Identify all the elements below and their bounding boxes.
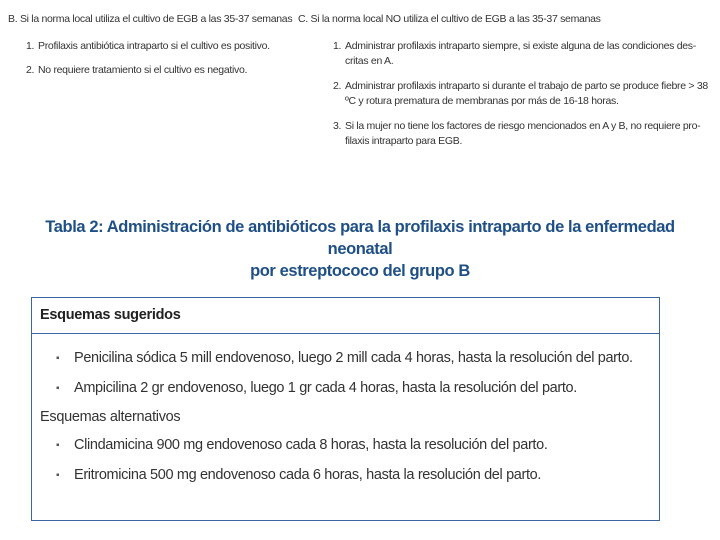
bullet-icon: ▪ [56,353,60,364]
item-text: Administrar profilaxis intraparto si durante el trabajo de parto se produce fiebre > 38 ºC y rotura prematura de membranas por más de 16-18 horas. [345,80,708,107]
item-number: 2. [333,80,342,92]
table-title [20,216,700,282]
section-b [8,12,298,87]
list-item [8,39,298,54]
table-header: Esquemas sugeridos [32,298,659,334]
section-b-list [8,39,298,78]
section-c [298,12,712,159]
item-number: 1. [333,40,342,52]
item-text: Si la mujer no tiene los factores de riesgo mencionados en A y B, no requiere pro-filaxis intraparto para EGB. [345,120,701,147]
regimen-text: Ampicilina 2 gr endovenoso, luego 1 gr cada 4 horas, hasta la resolución del parto. [74,380,577,396]
list-item [298,39,712,69]
item-text: Administrar profilaxis intraparto siempre, si existe alguna de las condiciones des-critas en A. [345,40,696,67]
item-number: 2. [26,64,35,76]
regimen-text: Clindamicina 900 mg endovenoso cada 8 horas, hasta la resolución del parto. [74,437,548,453]
list-item [298,119,712,149]
section-b-heading: B. Si la norma local utiliza el cultivo de EGB a las 35-37 semanas [8,13,293,25]
bullet-icon: ▪ [56,470,60,481]
regimen-text: Eritromicina 500 mg endovenoso cada 6 horas, hasta la resolución del parto. [74,467,542,483]
regimen-table [31,297,660,521]
item-text: Profilaxis antibiótica intraparto si el cultivo es positivo. [38,40,270,52]
list-item [32,436,659,455]
item-text: No requiere tratamiento si el cultivo es negativo. [38,64,248,76]
section-c-heading: C. Si la norma local NO utiliza el cultivo de EGB a las 35-37 semanas [298,13,601,25]
suggested-regimens-list [32,349,659,398]
list-item [32,349,659,368]
bullet-icon: ▪ [56,383,60,394]
table-title-line-2: por estreptococo del grupo B [250,262,470,280]
item-number: 1. [26,40,35,52]
table-title-line-1: Tabla 2: Administración de antibióticos para la profilaxis intraparto de la enfermedad neonatal [45,218,675,258]
list-item [32,379,659,398]
bullet-icon: ▪ [56,440,60,451]
regimen-text: Penicilina sódica 5 mill endovenoso, luego 2 mill cada 4 horas, hasta la resolución del parto. [74,350,633,366]
list-item [298,79,712,109]
alternative-regimens-list [32,436,659,485]
list-item [8,63,298,78]
section-c-list [298,39,712,149]
alternatives-label: Esquemas alternativos [40,409,181,425]
item-number: 3. [333,120,342,132]
list-item [32,466,659,485]
